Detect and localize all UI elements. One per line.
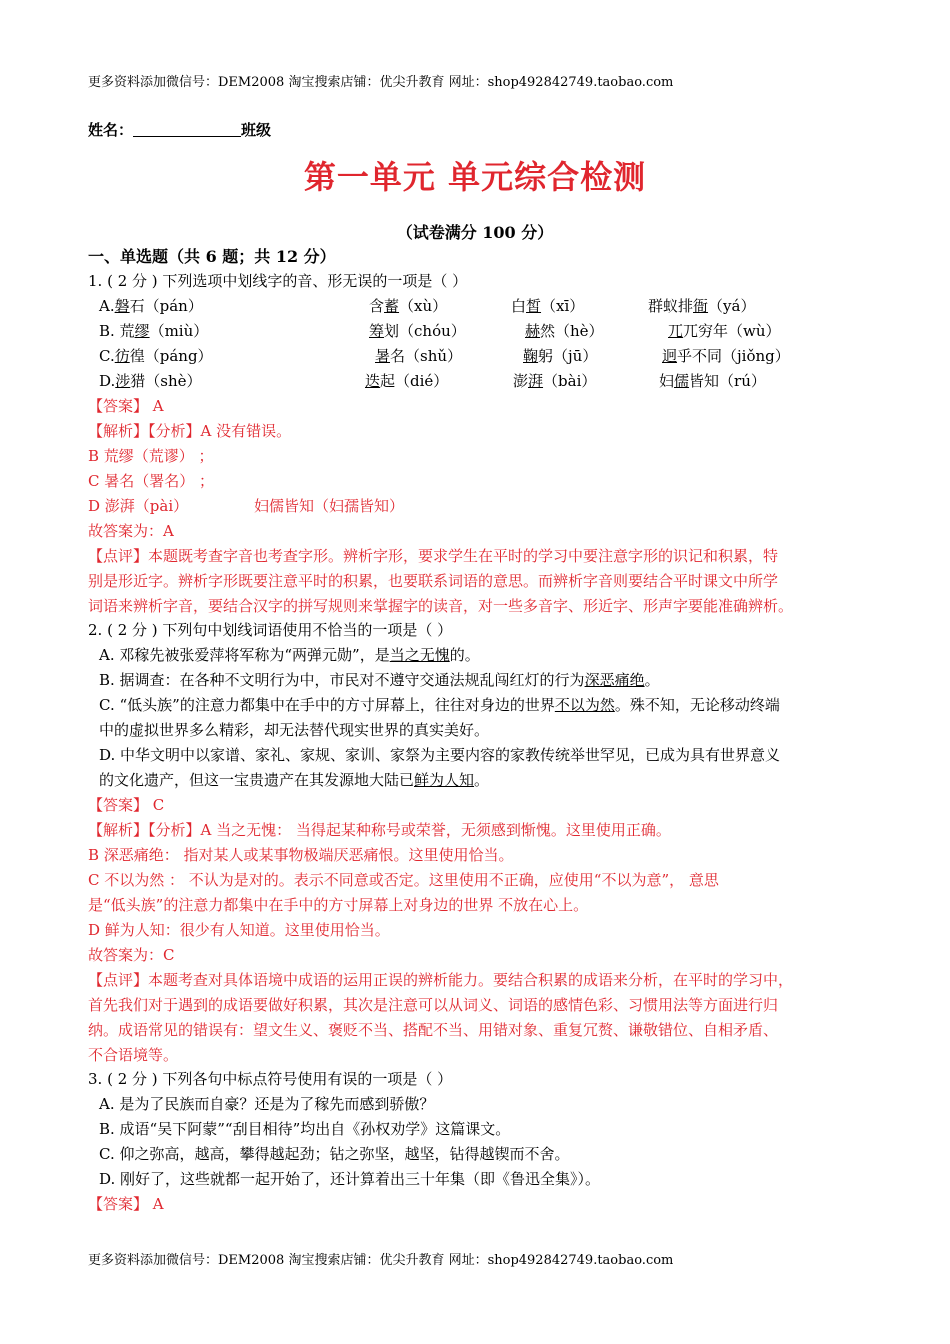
opt-text: 的。 — [449, 646, 480, 664]
name-class-line — [88, 119, 271, 140]
q1-comment-line: 词语来辨析字音，要结合汉字的拼写规则来掌握字的读音，对一些多音字、形近字、形声字要能准确辨析。 — [88, 597, 794, 615]
q2-stem: 2. ( 2 分 ) 下列句中划线词语使用不恰当的一项是（ ） — [88, 621, 453, 639]
q2-comment-line: 纳。成语常见的错误有：望文生义、褒贬不当、搭配不当、用错对象、重复冗赘、谦敬错位、自相矛盾、 — [88, 1021, 779, 1039]
underlined-char: 兀 — [668, 322, 684, 340]
q2-analysis-d: D 鲜为人知：很少有人知道。这里使用恰当。 — [88, 921, 390, 939]
opt-label: A. — [99, 297, 115, 315]
underlined-char: 湃 — [528, 372, 544, 390]
opt-text: 然（hè） — [540, 322, 604, 340]
underlined-char: 蓄 — [384, 297, 400, 315]
page-footer: 更多资料添加微信号：DEM2008 淘宝搜索店铺：优尖升教育 网址：shop492842749.taobao.com — [88, 1253, 674, 1268]
opt-text: 躬（jū） — [538, 347, 598, 365]
underlined-phrase: 当之无愧 — [389, 646, 450, 664]
name-label: 姓名： — [88, 121, 134, 139]
q1-analysis: 【解析】【分析】A 没有错误。 — [88, 422, 292, 440]
analysis-text: D 澎湃（pài） — [88, 497, 189, 515]
page-title: 第一单元 单元综合检测 — [303, 158, 647, 196]
underlined-char: 暑 — [375, 347, 391, 365]
opt-text: 石（pán） — [129, 297, 203, 315]
q1-analysis-b: B 荒缪（荒谬） ； — [88, 447, 214, 465]
underlined-char: 鞠 — [523, 347, 539, 365]
q2-option-c — [99, 695, 780, 715]
q1-analysis-d — [88, 496, 405, 516]
opt-text: （bài） — [543, 372, 597, 390]
opt-text: （xù） — [399, 297, 448, 315]
opt-text: （miù） — [149, 322, 209, 340]
q2-answer: 【答案】 C — [88, 796, 165, 814]
q1-option-d — [99, 371, 859, 391]
q1-stem: 1. ( 2 分 ) 下列选项中划线字的音、形无误的一项是（ ） — [88, 272, 468, 290]
opt-text: A. 邓稼先被张爱萍将军称为“两弹元勋”，是 — [99, 646, 390, 664]
q2-option-b — [99, 670, 660, 690]
q3-option-c: C. 仰之弥高，越高，攀得越起劲；钻之弥坚，越坚，钻得越锲而不舍。 — [99, 1145, 570, 1163]
q2-analysis-c-cont: 是“低头族”的注意力都集中在手中的方寸屏幕上对身边的世界 不放在心上。 — [88, 896, 589, 914]
opt-text: B. 荒 — [99, 322, 135, 340]
q1-comment-line: 【点评】本题既考查字音也考查字形。辨析字形，要求学生在平时的学习中要注意字形的识记和积累，特 — [88, 547, 779, 565]
opt-text: 猎（shè） — [130, 372, 202, 390]
underlined-char: 迥 — [662, 347, 678, 365]
underlined-char: 皙 — [526, 297, 542, 315]
opt-text: 皆知（rú） — [689, 372, 766, 390]
q2-option-c-cont: 中的虚拟世界多么精彩，却无法替代现实世界的真实美好。 — [99, 721, 490, 739]
opt-text: 徨（páng） — [129, 347, 213, 365]
q1-option-b — [99, 321, 859, 341]
q2-comment-line: 【点评】本题考查对具体语境中成语的运用正误的辨析能力。要结合积累的成语来分析，在平时的学习中， — [88, 971, 794, 989]
underlined-char: 衙 — [693, 297, 709, 315]
q1-option-a — [99, 296, 859, 316]
underlined-char: 迭 — [365, 372, 381, 390]
underlined-char: 彷 — [114, 347, 130, 365]
q2-analysis-c: C 不以为然 ： 不认为是对的。表示不同意或否定。这里使用不正确，应使用“不以为意”， 意思 — [88, 871, 719, 889]
opt-text: （yá） — [708, 297, 756, 315]
page-subtitle: （试卷满分 100 分） — [396, 223, 554, 242]
opt-text: 。 — [474, 771, 490, 789]
q2-option-d-cont — [99, 770, 489, 790]
q2-option-d: D. 中华文明中以家谱、家礼、家规、家训、家祭为主要内容的家教传统举世罕见，已成为具有世界意义 — [99, 746, 781, 764]
opt-text: 。殊不知，无论移动终端 — [614, 696, 780, 714]
class-label: 班级 — [241, 121, 272, 139]
underlined-phrase: 深恶痛绝 — [584, 671, 645, 689]
opt-text: 澎 — [513, 372, 529, 390]
q2-comment-line: 不合语境等。 — [88, 1046, 179, 1064]
q1-answer: 【答案】 A — [88, 397, 164, 415]
opt-text: 名（shǔ） — [390, 347, 463, 365]
underlined-char: 儒 — [674, 372, 690, 390]
opt-text: 含 — [369, 297, 385, 315]
analysis-text: 妇儒皆知（妇孺皆知） — [254, 497, 405, 515]
underlined-char: 涉 — [115, 372, 131, 390]
opt-text: （xī） — [541, 297, 585, 315]
q2-analysis-b: B 深恶痛绝： 指对某人或某事物极端厌恶痛恨。这里使用恰当。 — [88, 846, 514, 864]
opt-label: D. — [99, 372, 116, 390]
underlined-phrase: 不以为然 — [554, 696, 615, 714]
q3-option-d: D. 刚好了，这些就都一起开始了，还计算着出三十年集（即《鲁迅全集》）。 — [99, 1170, 601, 1188]
q2-comment-line: 首先我们对于遇到的成语要做好积累，其次是注意可以从词义、词语的感情色彩、习惯用法等方面进行归 — [88, 996, 779, 1014]
opt-text: B. 据调查：在各种不文明行为中，市民对不遵守交通法规乱闯红灯的行为 — [99, 671, 585, 689]
opt-text: C. “低头族”的注意力都集中在手中的方寸屏幕上，往往对身边的世界 — [99, 696, 555, 714]
q1-comment-line: 别是形近字。辨析字形既要注意平时的积累，也要联系词语的意思。而辨析字音则要结合平时课文中所学 — [88, 572, 779, 590]
q1-conclusion: 故答案为：A — [88, 522, 174, 540]
q3-stem: 3. ( 2 分 ) 下列各句中标点符号使用有误的一项是（ ） — [88, 1070, 453, 1088]
underlined-char: 赫 — [525, 322, 541, 340]
opt-label: C. — [99, 347, 115, 365]
q1-option-c — [99, 346, 859, 366]
underlined-char: 缪 — [134, 322, 150, 340]
opt-text: 起（dié） — [380, 372, 449, 390]
name-blank — [133, 122, 241, 137]
opt-text: 。 — [644, 671, 660, 689]
q3-answer: 【答案】 A — [88, 1195, 164, 1213]
underlined-char: 磐 — [114, 297, 130, 315]
underlined-phrase: 鲜为人知 — [414, 771, 475, 789]
opt-text: 划（chóu） — [384, 322, 466, 340]
opt-text: 妇 — [659, 372, 675, 390]
opt-text: 乎不同（jiǒng） — [677, 347, 790, 365]
q3-option-a: A. 是为了民族而自豪？还是为了稼先而感到骄傲？ — [99, 1095, 435, 1113]
q2-option-a — [99, 645, 480, 665]
q2-conclusion: 故答案为：C — [88, 946, 175, 964]
q2-analysis: 【解析】【分析】A 当之无愧： 当得起某种称号或荣誉，无须感到惭愧。这里使用正确。 — [88, 821, 671, 839]
opt-text: 兀穷年（wù） — [683, 322, 781, 340]
q3-option-b: B. 成语“吴下阿蒙”“刮目相待”均出自《孙权劝学》这篇课文。 — [99, 1120, 511, 1138]
opt-text: 的文化遗产，但这一宝贵遗产在其发源地大陆已 — [99, 771, 415, 789]
opt-text: 群蚁排 — [648, 297, 694, 315]
page-header: 更多资料添加微信号：DEM2008 淘宝搜索店铺：优尖升教育 网址：shop492842749.taobao.com — [88, 75, 674, 90]
opt-text: 白 — [511, 297, 527, 315]
section-heading: 一、单选题（共 6 题；共 12 分） — [88, 247, 336, 266]
q1-analysis-c: C 暑名（署名） ； — [88, 472, 215, 490]
underlined-char: 筹 — [369, 322, 385, 340]
